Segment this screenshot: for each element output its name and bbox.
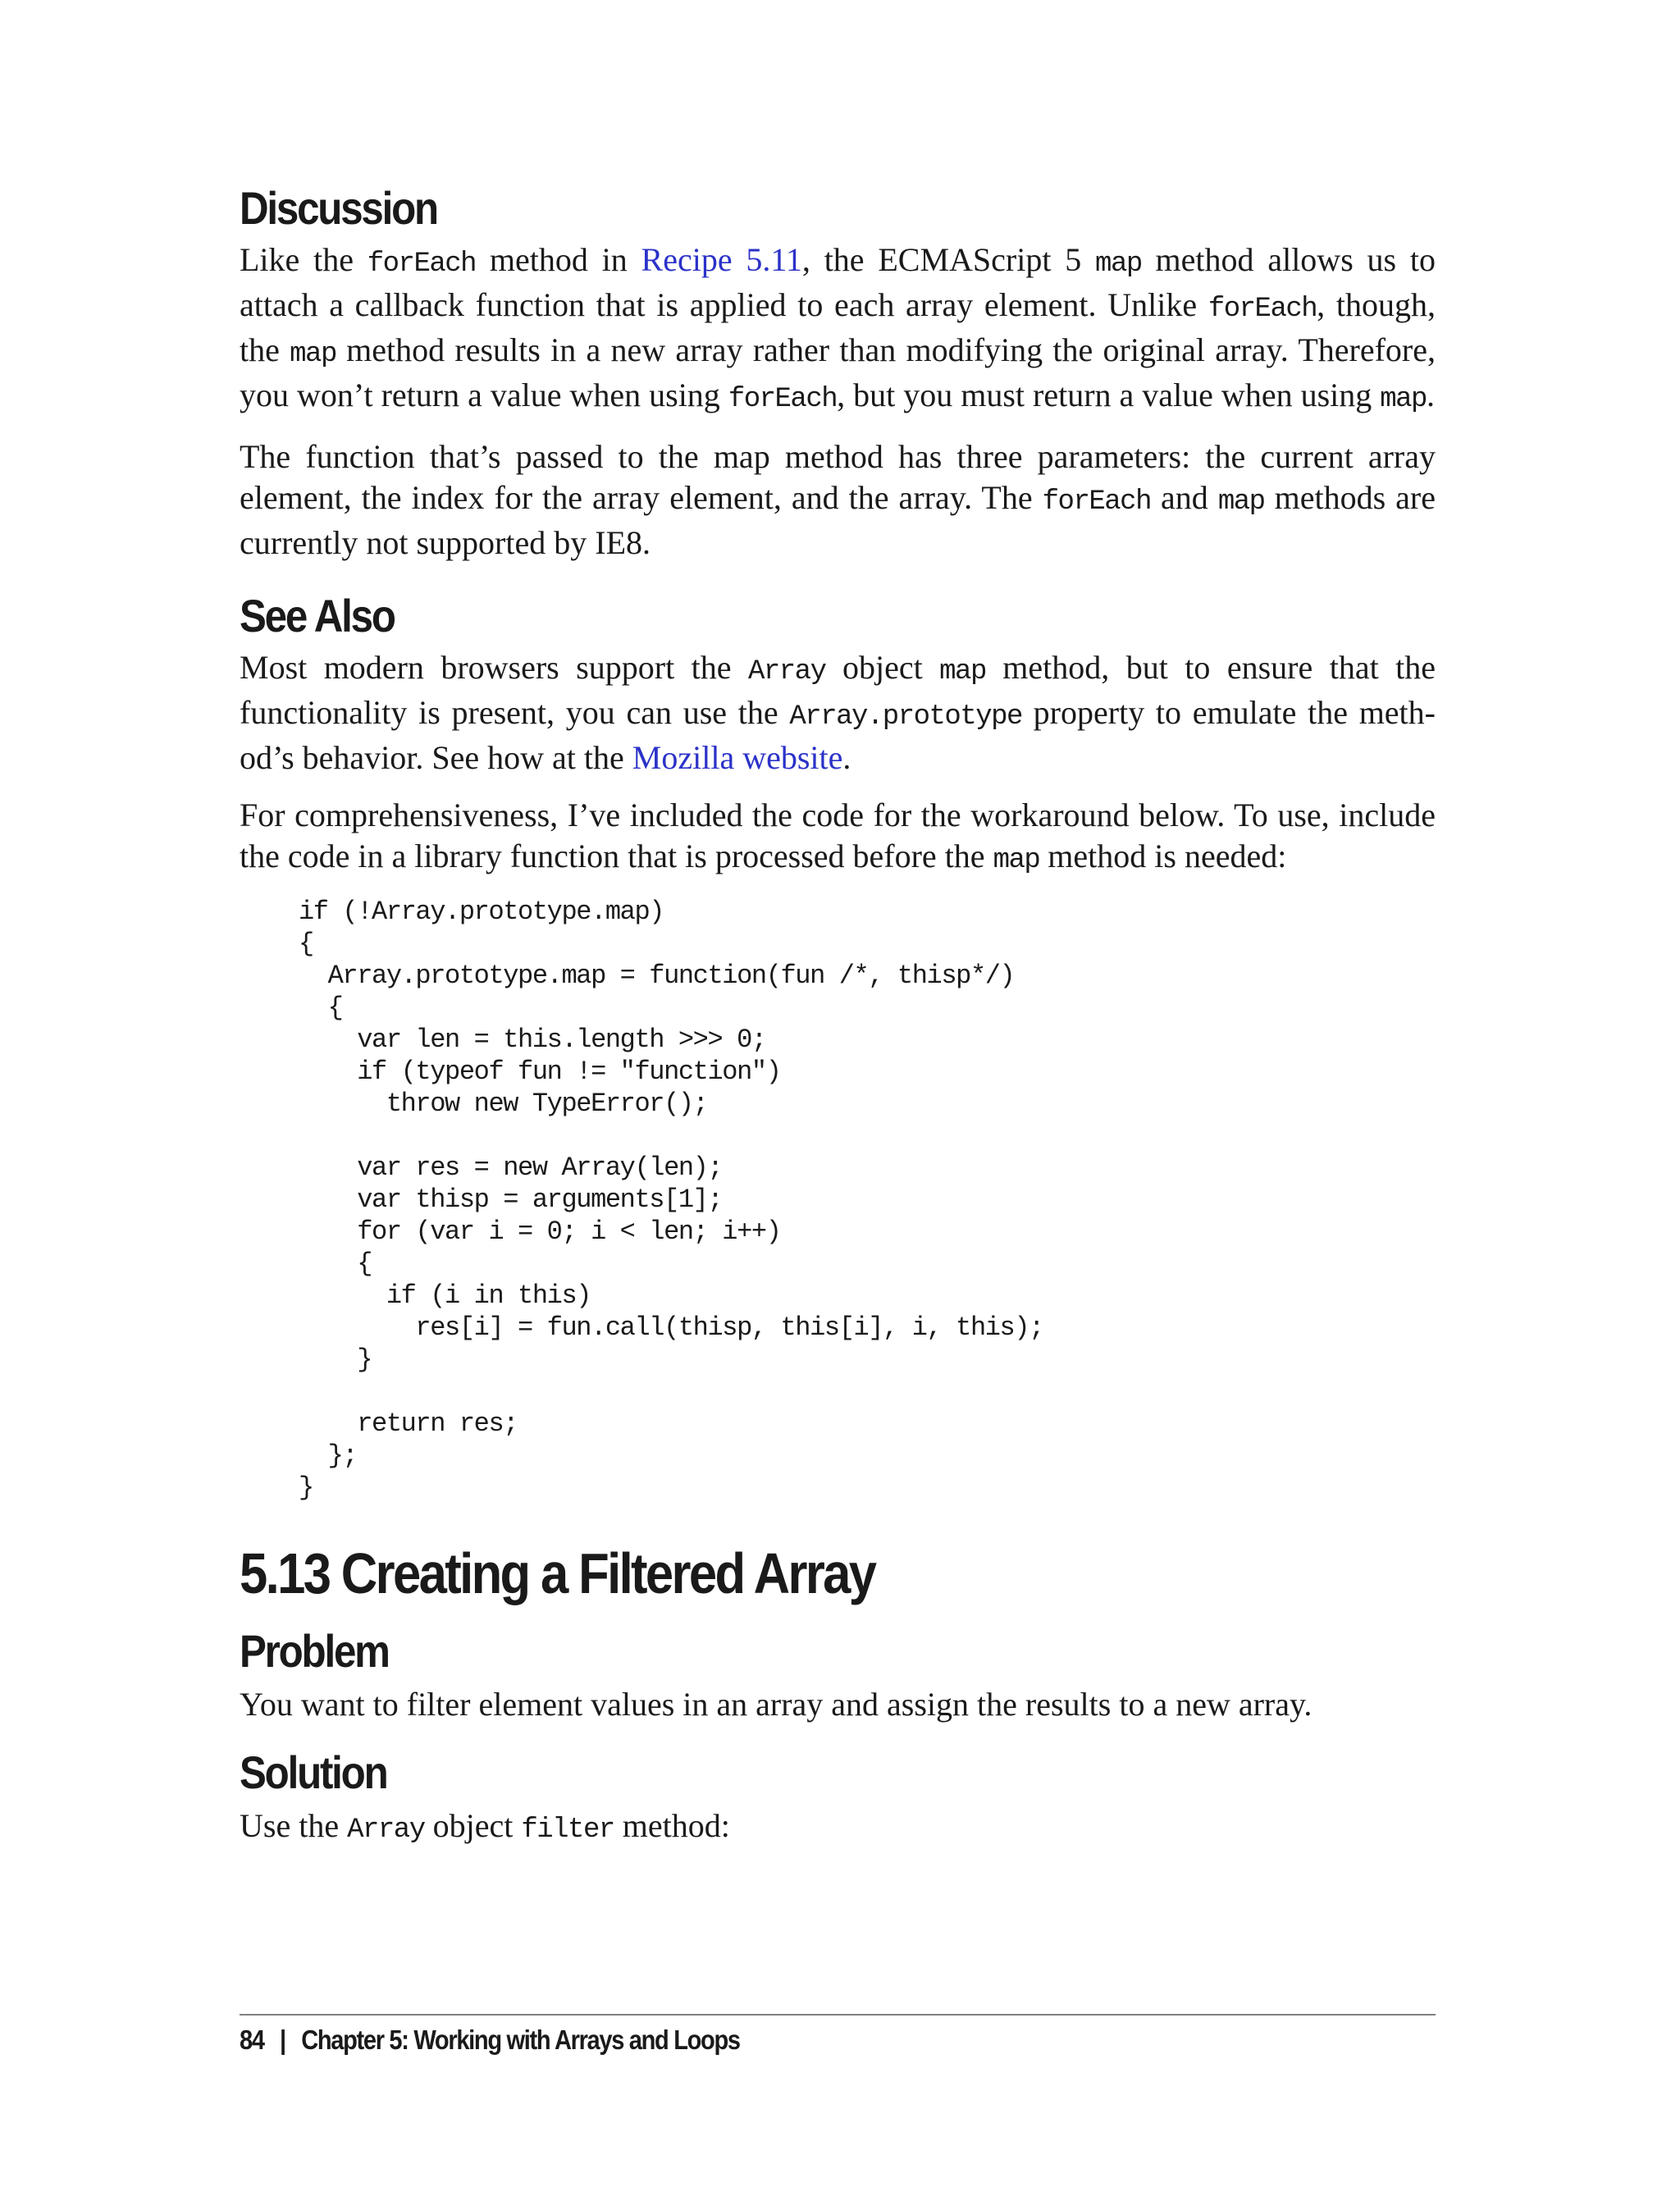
page-content xyxy=(240,172,1436,1851)
inline-code: map xyxy=(939,656,986,687)
inline-code: Array xyxy=(747,656,826,687)
inline-code: forEach xyxy=(1042,486,1151,518)
text-run: object xyxy=(825,649,940,686)
text-run: method: xyxy=(614,1807,730,1844)
map-polyfill-code-block: if (!Array.prototype.map) { Array.prototype.map = function(fun /*, thisp*/) { var len = this.length >>> 0; if (typeof fun != "function") throw new TypeError(); var res = new Array(len); var thisp = arguments[1]; for (var i = 0; i < len; i++) { if (i in this) res[i] = fun.call(thisp, this[i], i, this); } return res; }; } xyxy=(299,897,1043,1503)
problem-heading: Problem xyxy=(240,1625,389,1677)
inline-code: map xyxy=(1380,384,1427,415)
inline-code: map xyxy=(1095,249,1142,280)
see-also-heading: See Also xyxy=(240,590,395,641)
page-number: 84 xyxy=(240,2025,264,2055)
text-run: , but you must return a value when using xyxy=(837,377,1381,413)
see-also-paragraph-2 xyxy=(240,795,1436,881)
inline-code: forEach xyxy=(1208,294,1317,325)
problem-text: You want to filter element values in an array and assign the results to a new array. xyxy=(240,1686,1312,1723)
text-run: For comprehensiveness, I’ve included the code for the workaround below. To use, include the code in a library function that is processed before the xyxy=(240,797,1436,874)
text-run: methods are currently not supported by IE8. xyxy=(240,479,1436,561)
inline-code: Array.prototype xyxy=(789,701,1022,733)
solution-text xyxy=(240,1806,1436,1851)
mozilla-website-link[interactable]: Mozilla website xyxy=(632,739,843,776)
footer-separator: | xyxy=(280,2025,285,2055)
inline-code: forEach xyxy=(367,249,477,280)
text-run: and xyxy=(1150,479,1218,516)
inline-code: Array xyxy=(347,1815,425,1846)
text-run: . xyxy=(1426,377,1435,413)
inline-code: forEach xyxy=(728,384,838,415)
text-run: Like the xyxy=(240,241,368,278)
discussion-paragraph-1 xyxy=(240,240,1436,420)
section-title: 5.13 Creating a Filtered Array xyxy=(240,1541,875,1605)
recipe-5-11-link[interactable]: Recipe 5.11 xyxy=(641,241,802,278)
text-run: , the ECMAScript 5 xyxy=(801,241,1096,278)
discussion-heading: Discussion xyxy=(240,182,437,234)
inline-code: map xyxy=(993,845,1040,876)
footer-rule xyxy=(240,2014,1436,2016)
text-run: property to emulate the method’s behavior. See how at the xyxy=(240,694,1436,776)
text-run: method allows us to attach a callback function that is applied to each array element. Unlike xyxy=(240,241,1436,323)
inline-code: map xyxy=(290,339,336,370)
text-run: , though, the xyxy=(240,286,1436,368)
page-footer xyxy=(240,2025,740,2056)
text-run: method, but to ensure that the functionality is present, you can use the xyxy=(240,649,1436,731)
text-run: method is needed: xyxy=(1039,838,1287,874)
see-also-paragraph-1 xyxy=(240,647,1436,778)
text-run: The function that’s passed to the map method has three parameters: the current array element, the index for the array element, and the array. The xyxy=(240,438,1436,516)
solution-heading: Solution xyxy=(240,1746,387,1798)
inline-code: map xyxy=(1217,486,1265,518)
text-run: Use the xyxy=(240,1807,348,1844)
text-run: . xyxy=(842,739,851,776)
chapter-title: Chapter 5: Working with Arrays and Loops xyxy=(301,2025,740,2055)
inline-code: filter xyxy=(521,1815,614,1846)
text-run: method results in a new array rather than modifying the original array. Therefore, you won’t return a value when using xyxy=(240,331,1436,413)
text-run: method in xyxy=(476,241,641,278)
text-run: Most modern browsers support the xyxy=(240,649,748,686)
discussion-paragraph-2 xyxy=(240,436,1436,564)
text-run: object xyxy=(424,1807,522,1844)
